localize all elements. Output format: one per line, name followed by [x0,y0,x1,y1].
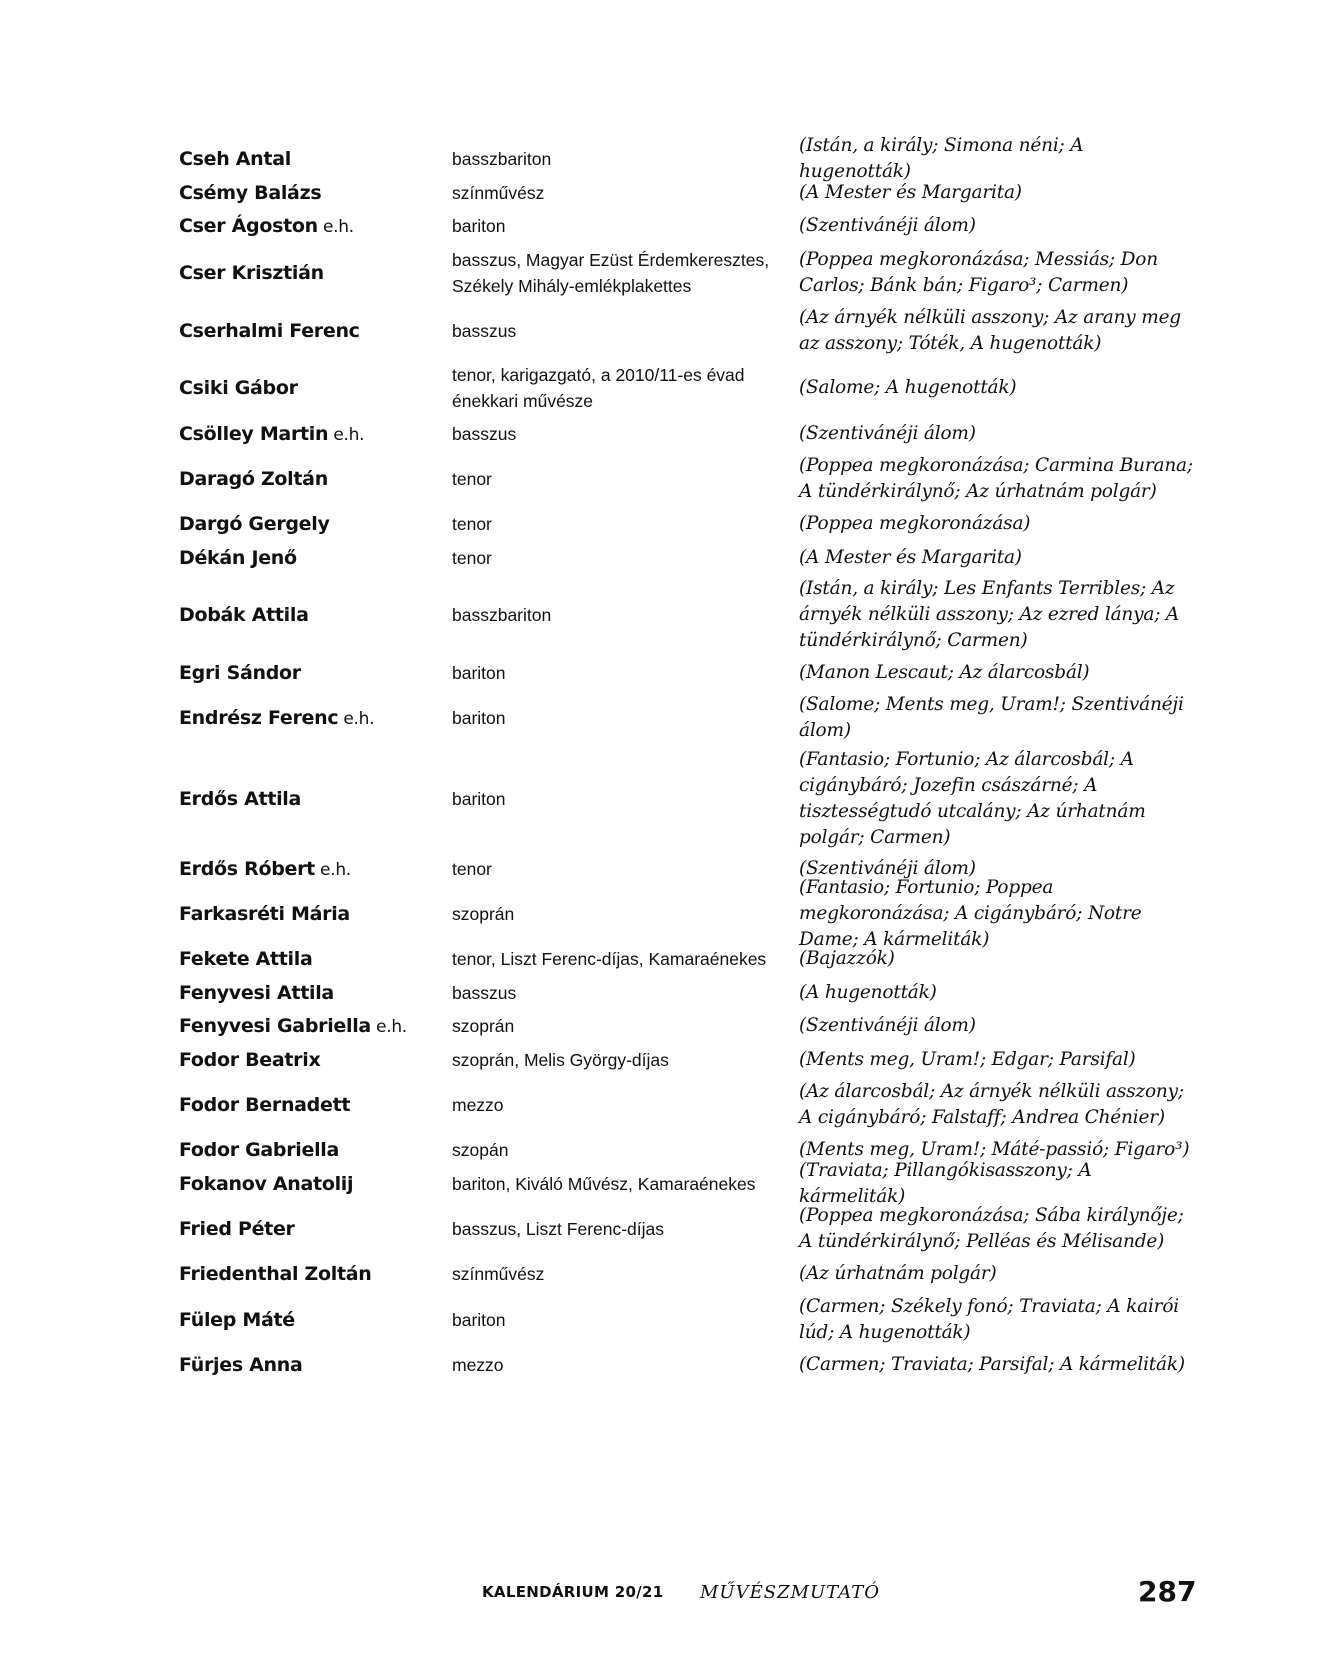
artist-name [179,215,452,237]
artist-name-text: Csiki Gábor [179,377,298,399]
artist-name-text: Fekete Attila [179,948,313,970]
artist-name-text: Dobák Attila [179,604,309,626]
artist-name-text: Endrész Ferenc [179,706,339,729]
artist-productions: (Poppea megkoronázása; Sába királynője; A tündérkirálynő; Pelléas és Mélisande) [799,1204,1184,1252]
artist-name [179,788,452,810]
artist-name-text: Dargó Gergely [179,513,330,535]
guest-suffix: e.h. [317,217,354,237]
artist-name [179,858,452,880]
guest-suffix: e.h. [370,1017,407,1037]
artist-role: szoprán, Melis György-díjas [452,1049,669,1070]
artist-row [179,942,1199,976]
artist-role: basszus, Magyar Ezüst Érdemkeresztes, Székely Mihály-emlékplakettes [452,249,770,296]
artist-productions: (Poppea megkoronázása; Messiás; Don Carlos; Bánk bán; Figaro³; Carmen) [799,248,1158,296]
artist-name-text: Erdős Attila [179,788,302,810]
artist-productions: (Fantasio; Fortunio; Poppea megkoronázása; A cigánybáró; Notre Dame; A kármeliták) [799,876,1142,950]
artist-row [179,450,1199,507]
artist-name-text: Csémy Balázs [179,181,322,204]
artist-name [179,707,452,729]
artist-name [179,1173,452,1195]
artist-row [179,876,1199,950]
artist-productions: (Salome; A hugenották) [799,377,1017,398]
page-footer [0,1575,1330,1615]
artist-row [179,976,1199,1009]
artist-role: szopán [452,1140,509,1160]
artist-role: tenor [452,547,492,568]
artist-row [179,746,1199,852]
artist-productions: (Traviata; Pillangókisasszony; A kármeliták) [799,1159,1092,1207]
artist-role: szoprán [452,1016,515,1036]
artist-name-text: Fodor Bernadett [179,1093,351,1116]
artist-name [179,182,452,204]
artist-name-text: Cserhalmi Ferenc [179,319,360,342]
artist-name-text: Fokanov Anatolij [179,1172,354,1195]
footer-section-title: MŰVÉSZMUTATÓ [700,1582,880,1603]
artist-productions: (A hugenották) [799,981,937,1003]
artist-productions: (Fantasio; Fortunio; Az álarcosbál; A cigánybáró; Jozefin császárné; A tisztességtudó utcalány; Az úrhatnám polgár; Carmen) [799,749,1146,848]
artist-role: basszus [452,320,517,341]
artist-role: színművész [452,1264,545,1284]
artist-role: bariton, Kiváló Művész, Kamaraénekes [452,1173,756,1194]
artist-role: bariton [452,707,506,728]
artist-name [179,320,452,342]
artist-name [179,948,452,970]
artist-row [179,574,1199,656]
artist-productions: (Istán, a király; Simona néni; A hugenották) [799,135,1084,182]
artist-row [179,1257,1199,1291]
artist-productions: (Poppea megkoronázása) [799,513,1031,534]
artist-name [179,1015,452,1037]
artist-row [179,1159,1199,1207]
artist-name-text: Daragó Zoltán [179,467,328,490]
artist-name [179,1139,452,1161]
guest-suffix: e.h. [314,859,351,880]
artist-role: színművész [452,182,545,203]
artist-role: bariton [452,789,506,809]
artist-productions: (Ments meg, Uram!; Edgar; Parsifal) [799,1048,1136,1070]
artist-name [179,1309,452,1331]
artist-name [179,604,452,626]
artist-name-text: Egri Sándor [179,661,301,684]
artist-name-text: Cser Krisztián [179,261,324,284]
artist-role: tenor, karigazgató, a 2010/11-es évad énekkari művésze [452,365,745,411]
artist-role: szoprán [452,903,515,924]
artist-role: basszbariton [452,149,552,169]
artist-name [179,148,452,170]
artist-name [179,468,452,490]
artist-role: basszbariton [452,605,552,625]
artist-name-text: Fried Péter [179,1217,295,1240]
artist-productions: (Az álarcosbál; Az árnyék nélküli asszony; A cigánybáró; Falstaff; Andrea Chénier) [799,1080,1184,1128]
artist-name [179,903,452,925]
artist-name [179,513,452,535]
artist-row [179,1009,1199,1043]
artist-productions: (Manon Lescaut; Az álarcosbál) [799,661,1090,683]
artist-row [179,302,1199,359]
artist-name-text: Cser Ágoston [179,215,318,237]
artist-role: basszus [452,982,517,1003]
artist-productions: (A Mester és Margarita) [799,546,1022,568]
artist-row [179,1200,1199,1257]
artist-productions: (Istán, a király; Les Enfants Terribles; Az árnyék nélküli asszony; Az ezred lánya; A tündérkirálynő; Carmen) [799,578,1180,651]
artist-name [179,547,452,569]
artist-productions: (Szentivánéji álom) [799,857,976,879]
artist-productions: (Szentivánéji álom) [799,422,976,444]
artist-name-text: Friedenthal Zoltán [179,1263,372,1285]
artist-list [179,135,1199,1382]
artist-role: tenor [452,514,492,534]
page-number: 287 [1138,1575,1197,1608]
artist-name [179,982,452,1004]
artist-productions: (Poppea megkoronázása; Carmina Burana; A tündérkirálynő; Az úrhatnám polgár) [799,454,1193,502]
artist-name-text: Cseh Antal [179,148,291,170]
artist-row [179,1348,1199,1382]
artist-productions: (Carmen; Székely fonó; Traviata; A kairói lúd; A hugenották) [799,1295,1179,1343]
artist-row [179,209,1199,243]
artist-row [179,1076,1199,1133]
artist-name-text: Fodor Beatrix [179,1048,321,1071]
artist-productions: (Bajazzók) [799,948,895,969]
artist-row [179,541,1199,574]
artist-name [179,1094,452,1116]
artist-role: mezzo [452,1355,504,1375]
artist-name-text: Fenyvesi Attila [179,981,334,1004]
artist-name [179,1218,452,1240]
artist-productions: (Szentivánéji álom) [799,215,976,236]
artist-name [179,662,452,684]
artist-row [179,243,1199,302]
artist-role: tenor [452,468,492,489]
artist-role: mezzo [452,1094,504,1115]
artist-name [179,377,452,399]
artist-row [179,417,1199,450]
artist-name [179,1049,452,1071]
artist-name [179,1263,452,1285]
guest-suffix: e.h. [338,708,375,729]
artist-role: bariton [452,662,506,683]
artist-name-text: Fülep Máté [179,1308,295,1331]
artist-name-text: Fürjes Anna [179,1354,303,1376]
guest-suffix: e.h. [328,424,365,445]
artist-row [179,359,1199,417]
artist-role: bariton [452,1309,506,1330]
artist-name-text: Farkasréti Mária [179,902,350,925]
artist-row [179,135,1199,182]
artist-row [179,1291,1199,1348]
artist-productions: (Carmen; Traviata; Parsifal; A kármeliták) [799,1354,1185,1375]
artist-row [179,507,1199,541]
artist-role: tenor [452,858,492,879]
artist-row [179,689,1199,746]
artist-productions: (Salome; Ments meg, Uram!; Szentivánéji álom) [799,693,1184,741]
artist-row [179,1043,1199,1076]
artist-role: basszus, Liszt Ferenc-díjas [452,1218,665,1239]
artist-role: basszus [452,423,517,444]
artist-name-text: Erdős Róbert [179,857,315,880]
artist-name-text: Fenyvesi Gabriella [179,1015,371,1037]
artist-role: bariton [452,216,506,236]
footer-brand: KALENDÁRIUM 20/21 [482,1583,664,1601]
artist-productions: (Az árnyék nélküli asszony; Az arany meg az asszony; Tóték, A hugenották) [799,306,1181,354]
artist-productions: (A Mester és Margarita) [799,181,1022,203]
artist-productions: (Ments meg, Uram!; Máté-passió; Figaro³) [799,1139,1190,1160]
artist-name-text: Csölley Martin [179,422,329,445]
artist-productions: (Szentivánéji álom) [799,1015,976,1036]
artist-name-text: Fodor Gabriella [179,1139,340,1161]
artist-name [179,262,452,284]
artist-row [179,656,1199,689]
artist-role: tenor, Liszt Ferenc-díjas, Kamaraénekes [452,949,767,969]
artist-name [179,423,452,445]
artist-row [179,176,1199,209]
artist-productions: (Az úrhatnám polgár) [799,1263,997,1284]
artist-name [179,1354,452,1376]
artist-name-text: Dékán Jenő [179,546,297,569]
